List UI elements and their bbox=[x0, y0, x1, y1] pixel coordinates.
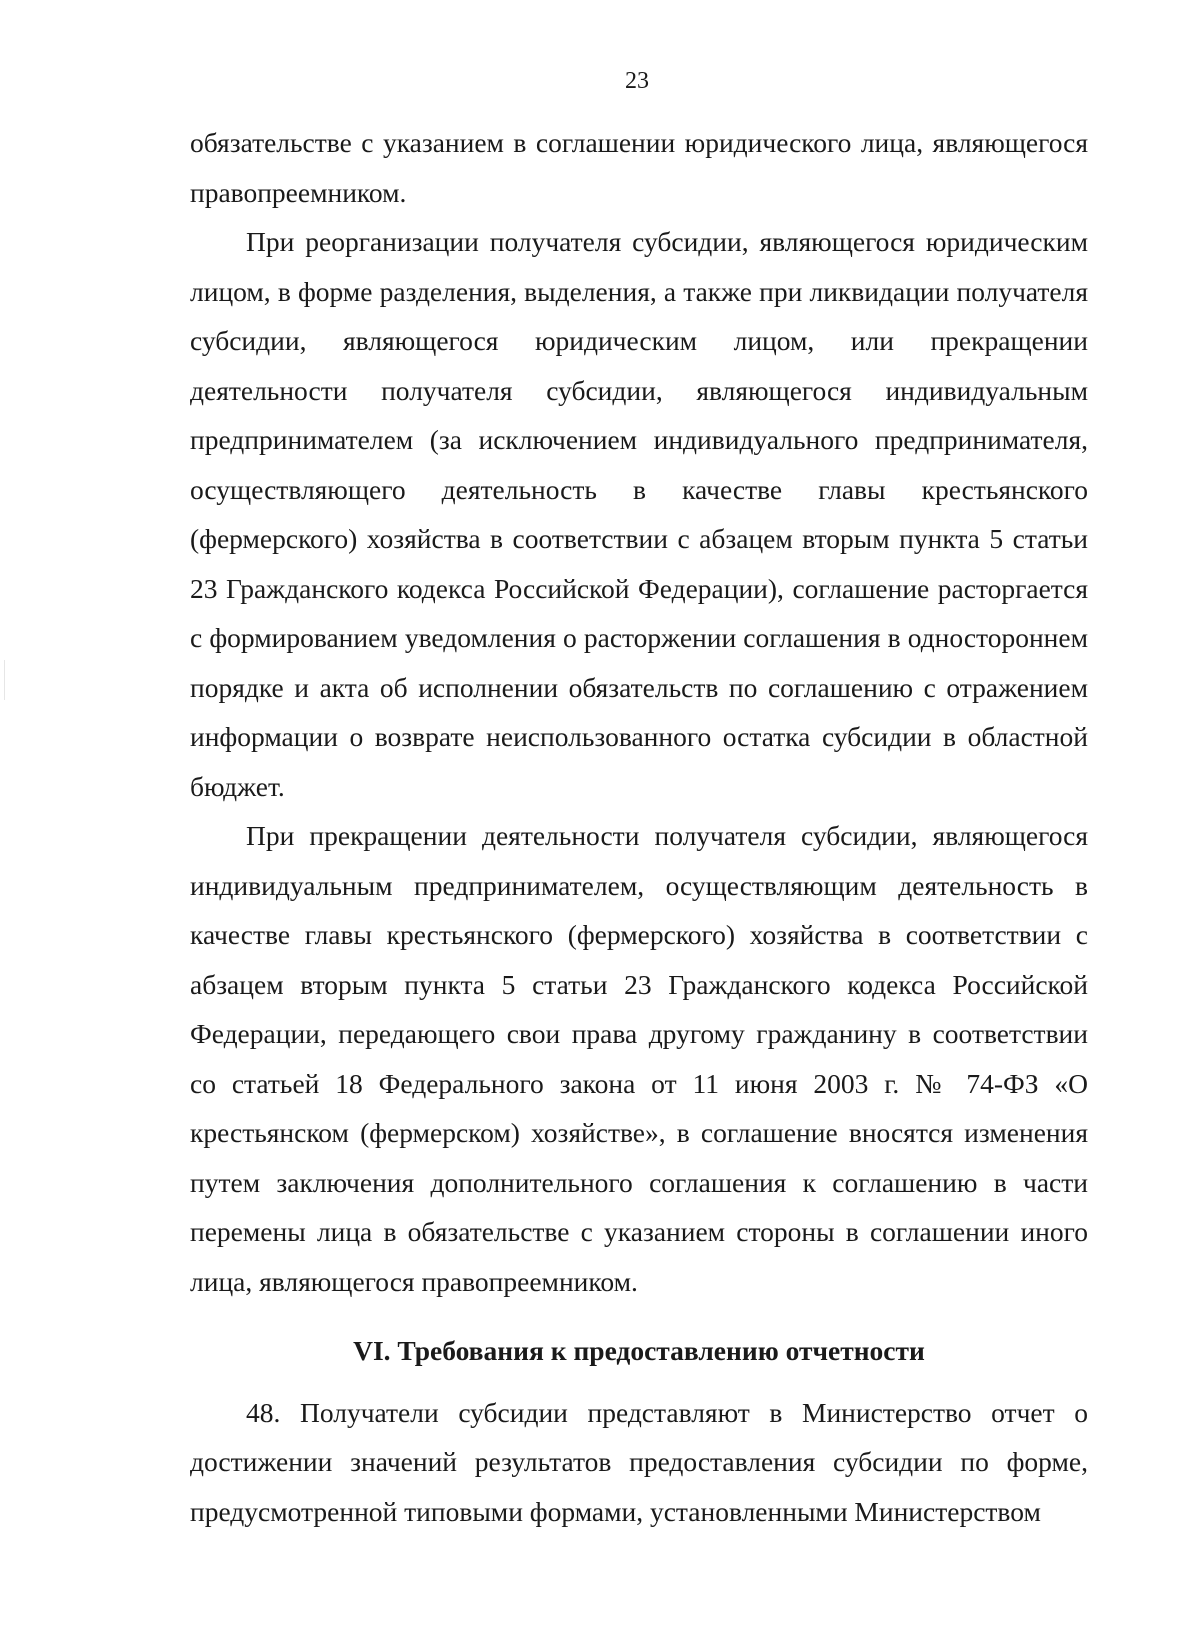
paragraph-48: 48. Получатели субсидии представляют в Министерство отчет о достижении значений результатов предоставления субсидии по форме, предусмотренной типовыми формами, установленными Министерством bbox=[190, 1396, 1088, 1527]
section-heading: VI. Требования к предоставлению отчетности bbox=[353, 1335, 925, 1366]
paragraph-reorganization: При реорганизации получателя субсидии, являющегося юридическим лицом, в форме разделения, выделения, а также при ликвидации получателя субсидии, являющегося юридическим лицом, или прекращении деятельности получателя субсидии, являющегося индивидуальным предпринимателем (за исключением индивидуального предпринимателя, осуществляющего деятельность в качестве главы крестьянского (фермерского) хозяйства в соответствии с абзацем вторым пункта 5 статьи 23 Гражданского кодекса Российской Федерации), соглашение расторгается с формированием уведомления о расторжении соглашения в одностороннем порядке и акта об исполнении обязательств по соглашению с отражением информации о возврате неиспользованного остатка субсидии в областной бюджет. bbox=[190, 226, 1088, 802]
page-number: 23 bbox=[625, 68, 649, 94]
paragraph-continuation: обязательстве с указанием в соглашении юридического лица, являющегося правопреемником. bbox=[190, 127, 1088, 208]
scan-edge-mark bbox=[4, 660, 5, 700]
document-body bbox=[190, 118, 1088, 1536]
paragraph-termination: При прекращении деятельности получателя субсидии, являющегося индивидуальным предпринимателем, осуществляющим деятельность в качестве главы крестьянского (фермерского) хозяйства в соответствии с абзацем вторым пункта 5 статьи 23 Гражданского кодекса Российской Федерации, передающего свои права другому гражданину в соответствии со статьей 18 Федерального закона от 11 июня 2003 г. № 74-ФЗ «О крестьянском (фермерском) хозяйстве», в соглашение вносятся изменения путем заключения дополнительного соглашения к соглашению в части перемены лица в обязательстве с указанием стороны в соглашении иного лица, являющегося правопреемником. bbox=[190, 820, 1088, 1297]
